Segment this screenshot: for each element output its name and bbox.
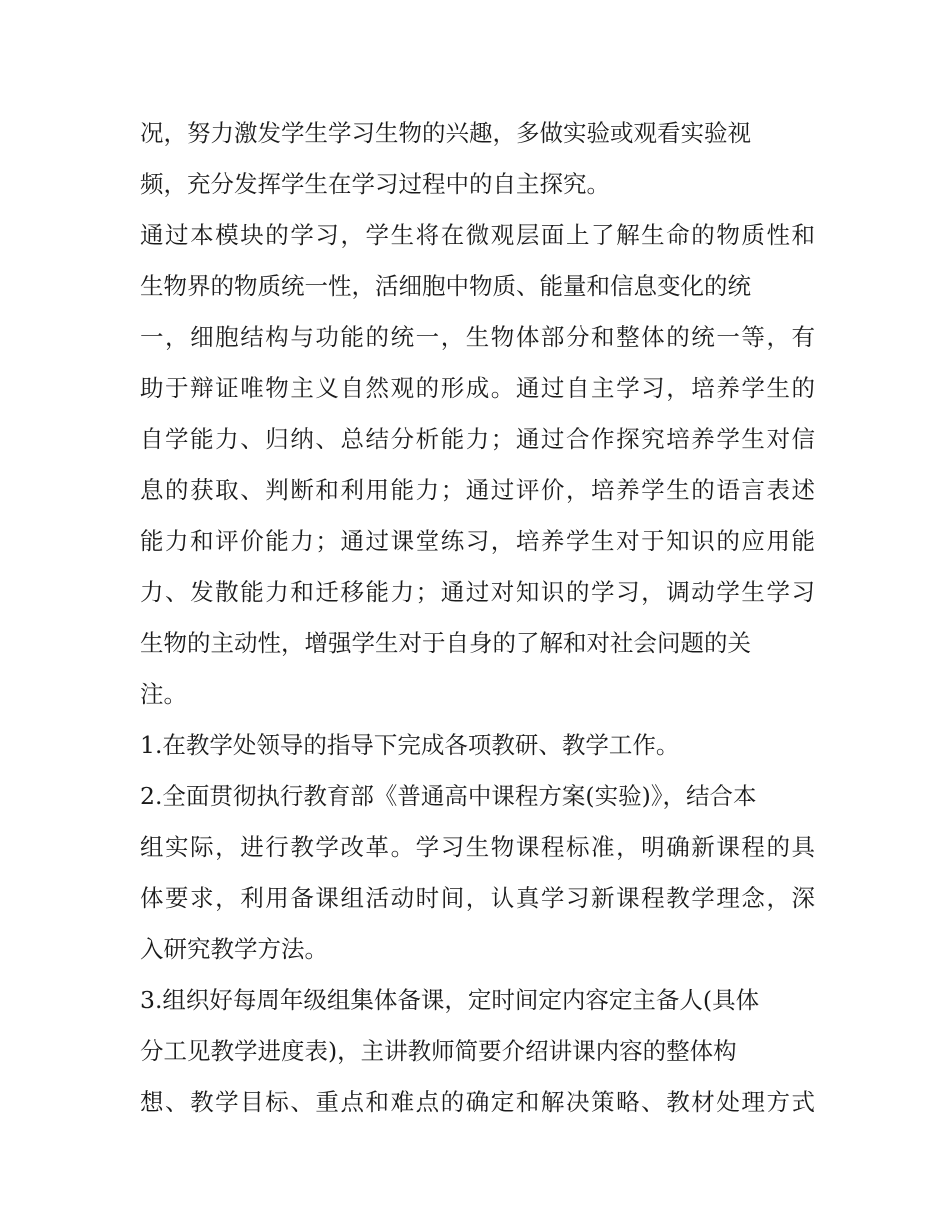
text-line: 息的获取、判断和利用能力；通过评价，培养学生的语言表述 (140, 476, 815, 504)
body-text (140, 108, 815, 1128)
text-line: 况，努力激发学生学习生物的兴趣，多做实验或观看实验视 (140, 119, 751, 147)
text-line: 注。 (140, 680, 187, 708)
text-line: 通过本模块的学习，学生将在微观层面上了解生命的物质性和 (140, 221, 815, 249)
text-line: 生物界的物质统一性，活细胞中物质、能量和信息变化的统 (140, 272, 751, 300)
text-line: 体要求，利用备课组活动时间，认真学习新课程教学理念，深 (140, 884, 815, 912)
text-line: 频，充分发挥学生在学习过程中的自主探究。 (140, 170, 610, 198)
text-line: 自学能力、归纳、总结分析能力；通过合作探究培养学生对信 (140, 425, 815, 453)
text-line: 助于辩证唯物主义自然观的形成。通过自主学习，培养学生的 (140, 374, 815, 402)
text-line: 3.组织好每周年级组集体备课，定时间定内容定主备人(具体 (140, 986, 760, 1014)
text-line: 分工见教学进度表)，主讲教师简要介绍讲课内容的整体构 (140, 1037, 737, 1065)
text-line: 一，细胞结构与功能的统一，生物体部分和整体的统一等，有 (140, 323, 815, 351)
text-line: 力、发散能力和迁移能力；通过对知识的学习，调动学生学习 (140, 578, 815, 606)
text-line: 入研究教学方法。 (140, 935, 328, 963)
text-line: 组实际，进行教学改革。学习生物课程标准，明确新课程的具 (140, 833, 815, 861)
text-line: 能力和评价能力；通过课堂练习，培养学生对于知识的应用能 (140, 527, 815, 555)
text-line: 2.全面贯彻执行教育部《普通高中课程方案(实验)》，结合本 (140, 782, 757, 810)
text-line: 生物的主动性，增强学生对于自身的了解和对社会问题的关 (140, 629, 751, 657)
text-line: 1.在教学处领导的指导下完成各项教研、教学工作。 (140, 731, 680, 759)
text-line: 想、教学目标、重点和难点的确定和解决策略、教材处理方式 (140, 1088, 815, 1116)
